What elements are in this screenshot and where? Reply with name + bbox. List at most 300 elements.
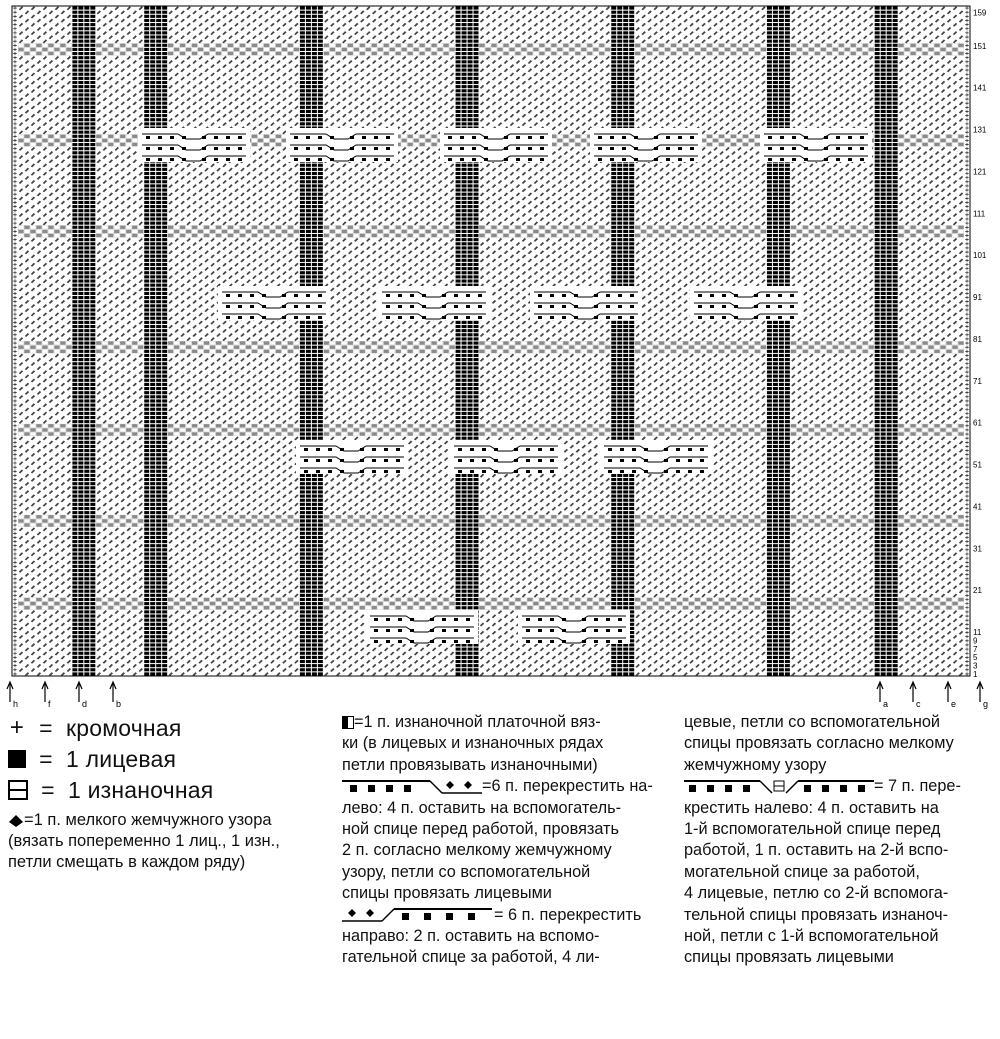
chart-stitch <box>887 482 892 485</box>
chart-stitch <box>312 664 317 667</box>
chart-stitch <box>611 486 616 489</box>
chart-stitch <box>300 594 305 597</box>
chart-stitch <box>318 619 323 622</box>
chart-stitch <box>922 598 927 602</box>
chart-stitch <box>665 519 670 523</box>
chart-stitch <box>629 515 634 518</box>
chart-stitch <box>779 614 784 617</box>
chart-stitch <box>887 656 892 659</box>
chart-stitch <box>431 598 436 602</box>
chart-stitch <box>773 557 778 560</box>
chart-stitch <box>707 519 712 523</box>
chart-stitch <box>66 515 71 519</box>
chart-stitch <box>767 511 772 514</box>
chart-stitch <box>767 672 772 675</box>
chart-stitch <box>90 552 95 555</box>
chart-stitch <box>647 602 652 606</box>
chart-stitch <box>509 519 514 523</box>
chart-stitch <box>474 598 479 601</box>
chart-stitch <box>306 569 311 572</box>
chart-stitch <box>84 594 89 597</box>
chart-stitch <box>922 523 927 527</box>
chart-stitch <box>893 552 898 555</box>
chart-stitch <box>779 668 784 671</box>
chart-stitch <box>887 507 892 510</box>
chart-stitch <box>90 503 95 506</box>
chart-stitch <box>737 523 742 527</box>
chart-stitch <box>78 507 83 510</box>
chart-stitch <box>629 672 634 675</box>
chart-stitch <box>120 515 125 519</box>
chart-stitch <box>881 561 886 564</box>
chart-stitch <box>629 569 634 572</box>
chart-stitch <box>84 561 89 564</box>
chart-stitch <box>78 478 83 481</box>
chart-stitch <box>551 523 556 527</box>
chart-stitch <box>162 482 167 485</box>
chart-stitch <box>827 519 832 523</box>
chart-stitch <box>468 482 473 485</box>
chart-stitch <box>300 598 305 601</box>
chart-stitch <box>952 602 957 606</box>
chart-stitch <box>162 614 167 617</box>
chart-stitch <box>144 482 149 485</box>
chart-stitch <box>222 523 227 527</box>
chart-stitch <box>767 590 772 593</box>
chart-stitch <box>623 664 628 667</box>
chart-stitch <box>833 602 838 606</box>
chart-stitch <box>485 519 490 523</box>
chart-stitch <box>893 528 898 531</box>
chart-stitch <box>623 648 628 651</box>
chart-stitch <box>54 515 59 519</box>
chart-stitch <box>306 586 311 589</box>
chart-stitch <box>401 523 406 527</box>
chart-stitch <box>845 602 850 606</box>
chart-stitch <box>791 606 796 610</box>
chart-stitch <box>887 536 892 539</box>
chart-stitch <box>84 598 89 601</box>
chart-stitch <box>72 639 77 642</box>
chart-stitch <box>785 552 790 555</box>
chart-stitch <box>857 602 862 606</box>
chart-stitch <box>887 664 892 667</box>
chart-stitch <box>78 552 83 555</box>
chart-stitch <box>306 614 311 617</box>
chart-stitch <box>881 573 886 576</box>
chart-stitch <box>318 635 323 638</box>
chart-stitch <box>282 523 287 527</box>
chart-stitch <box>162 548 167 551</box>
chart-stitch <box>462 552 467 555</box>
chart-stitch <box>306 635 311 638</box>
chart-stitch <box>773 652 778 655</box>
chart-stitch <box>168 606 173 610</box>
chart-stitch <box>306 610 311 613</box>
chart-stitch <box>162 577 167 580</box>
chart-stitch <box>318 507 323 510</box>
chart-stitch <box>497 598 502 602</box>
chart-stitch <box>306 532 311 535</box>
chart-stitch <box>396 598 401 602</box>
chart-stitch <box>300 652 305 655</box>
chart-stitch <box>617 511 622 514</box>
chart-stitch <box>156 552 161 555</box>
chart-stitch <box>623 548 628 551</box>
chart-stitch <box>240 602 245 606</box>
chart-stitch <box>90 540 95 543</box>
chart-stitch <box>468 561 473 564</box>
chart-stitch <box>419 519 424 523</box>
chart-stitch <box>90 606 95 609</box>
chart-stitch <box>216 606 221 610</box>
chart-stitch <box>779 528 784 531</box>
chart-stitch <box>372 606 377 610</box>
chart-stitch <box>162 606 167 609</box>
chart-stitch <box>437 515 442 519</box>
chart-stitch <box>413 606 418 610</box>
chart-stitch <box>887 495 892 498</box>
chart-stitch <box>312 540 317 543</box>
chart-stitch <box>845 523 850 527</box>
chart-stitch <box>300 631 305 634</box>
chart-stitch <box>809 606 814 610</box>
chart-stitch <box>893 499 898 502</box>
chart-stitch <box>156 594 161 597</box>
chart-stitch <box>468 523 473 526</box>
chart-stitch <box>144 581 149 584</box>
chart-stitch <box>893 573 898 576</box>
chart-stitch <box>898 519 903 523</box>
chart-stitch <box>767 569 772 572</box>
chart-stitch <box>36 515 41 519</box>
chart-stitch <box>144 614 149 617</box>
chart-stitch <box>234 515 239 519</box>
chart-stitch <box>509 598 514 602</box>
chart-stitch <box>150 557 155 560</box>
chart-stitch <box>779 486 784 489</box>
chart-stitch <box>863 606 868 610</box>
chart-stitch <box>462 474 467 477</box>
chart-stitch <box>234 519 239 523</box>
chart-stitch <box>72 590 77 593</box>
chart-stitch <box>138 515 143 519</box>
chart-stitch <box>312 557 317 560</box>
chart-stitch <box>623 540 628 543</box>
chart-stitch <box>90 639 95 642</box>
chart-stitch <box>629 656 634 659</box>
chart-stitch <box>407 515 412 519</box>
chart-stitch <box>665 523 670 527</box>
chart-stitch <box>72 499 77 502</box>
chart-stitch <box>72 511 77 514</box>
chart-stitch <box>300 648 305 651</box>
chart-stitch <box>611 668 616 671</box>
chart-stitch <box>348 519 353 523</box>
chart-stitch <box>887 623 892 626</box>
chart-stitch <box>84 652 89 655</box>
chart-stitch <box>869 598 874 602</box>
chart-stitch <box>407 519 412 523</box>
chart-stitch <box>84 639 89 642</box>
chart-stitch <box>875 594 880 597</box>
chart-stitch <box>78 610 83 613</box>
chart-stitch <box>18 602 23 606</box>
chart-stitch <box>300 503 305 506</box>
chart-stitch <box>162 619 167 622</box>
chart-stitch <box>713 523 718 527</box>
chart-stitch <box>881 664 886 667</box>
chart-stitch <box>779 635 784 638</box>
chart-stitch <box>695 515 700 519</box>
chart-stitch <box>156 598 161 601</box>
chart-stitch <box>162 519 167 522</box>
chart-stitch <box>809 602 814 606</box>
chart-stitch <box>396 523 401 527</box>
chart-stitch <box>474 648 479 651</box>
chart-stitch <box>228 598 233 602</box>
chart-stitch <box>839 602 844 606</box>
chart-stitch <box>84 643 89 646</box>
chart-stitch <box>144 523 149 526</box>
chart-stitch <box>527 519 532 523</box>
chart-stitch <box>90 590 95 593</box>
chart-stitch <box>413 515 418 519</box>
chart-stitch <box>958 519 963 523</box>
chart-stitch <box>881 590 886 593</box>
chart-stitch <box>875 606 880 609</box>
chart-stitch <box>72 652 77 655</box>
chart-stitch <box>366 602 371 606</box>
chart-stitch <box>276 519 281 523</box>
chart-stitch <box>881 536 886 539</box>
chart-stitch <box>72 507 77 510</box>
chart-stitch <box>779 499 784 502</box>
chart-stitch <box>234 598 239 602</box>
chart-stitch <box>629 540 634 543</box>
chart-stitch <box>96 519 101 523</box>
chart-stitch <box>875 482 880 485</box>
chart-stitch <box>629 503 634 506</box>
chart-stitch <box>360 519 365 523</box>
chart-stitch <box>474 557 479 560</box>
chart-stitch <box>144 486 149 489</box>
chart-stitch <box>821 523 826 527</box>
chart-stitch <box>893 598 898 601</box>
chart-stitch <box>162 515 167 518</box>
chart-stitch <box>881 523 886 526</box>
chart-stitch <box>773 548 778 551</box>
chart-stitch <box>881 478 886 481</box>
chart-stitch <box>156 652 161 655</box>
chart-stitch <box>144 544 149 547</box>
chart-stitch <box>30 602 35 606</box>
chart-stitch <box>653 598 658 602</box>
chart-stitch <box>737 606 742 610</box>
chart-stitch <box>84 523 89 526</box>
chart-stitch <box>78 528 83 531</box>
chart-stitch <box>384 602 389 606</box>
chart-stitch <box>78 668 83 671</box>
chart-stitch <box>887 577 892 580</box>
chart-stitch <box>468 507 473 510</box>
chart-stitch <box>456 586 461 589</box>
chart-stitch <box>539 515 544 519</box>
chart-stitch <box>563 606 568 610</box>
chart-stitch <box>264 523 269 527</box>
chart-stitch <box>767 581 772 584</box>
chart-stitch <box>114 602 119 606</box>
chart-stitch <box>779 577 784 580</box>
chart-stitch <box>144 610 149 613</box>
chart-stitch <box>300 507 305 510</box>
chart-stitch <box>725 602 730 606</box>
chart-stitch <box>407 602 412 606</box>
chart-stitch <box>84 635 89 638</box>
chart-stitch <box>893 486 898 489</box>
chart-stitch <box>84 482 89 485</box>
chart-stitch <box>737 519 742 523</box>
chart-stitch <box>78 598 83 601</box>
chart-stitch <box>563 523 568 527</box>
chart-stitch <box>623 586 628 589</box>
chart-stitch <box>90 557 95 560</box>
chart-stitch <box>108 602 113 606</box>
chart-stitch <box>318 523 323 526</box>
chart-stitch <box>312 577 317 580</box>
chart-stitch <box>390 515 395 519</box>
chart-stitch <box>78 660 83 663</box>
chart-stitch <box>372 519 377 523</box>
chart-stitch <box>785 614 790 617</box>
chart-stitch <box>90 474 95 477</box>
chart-stitch <box>72 486 77 489</box>
chart-stitch <box>456 482 461 485</box>
chart-stitch <box>785 577 790 580</box>
chart-stitch <box>462 515 467 518</box>
chart-stitch <box>431 519 436 523</box>
chart-stitch <box>144 557 149 560</box>
chart-stitch <box>456 594 461 597</box>
chart-stitch <box>312 536 317 539</box>
chart-stitch <box>192 602 197 606</box>
chart-stitch <box>785 635 790 638</box>
chart-stitch <box>30 598 35 602</box>
chart-stitch <box>593 606 598 610</box>
chart-stitch <box>833 519 838 523</box>
chart-stitch <box>90 573 95 576</box>
chart-stitch <box>288 519 293 523</box>
chart-stitch <box>78 557 83 560</box>
chart-stitch <box>719 519 724 523</box>
chart-stitch <box>719 598 724 602</box>
chart-stitch <box>491 606 496 610</box>
chart-stitch <box>78 503 83 506</box>
chart-stitch <box>761 523 766 527</box>
chart-stitch <box>462 565 467 568</box>
chart-stitch <box>144 519 149 522</box>
chart-stitch <box>162 478 167 481</box>
chart-stitch <box>144 623 149 626</box>
chart-stitch <box>767 540 772 543</box>
chart-stitch <box>390 602 395 606</box>
chart-stitch <box>156 635 161 638</box>
chart-stitch <box>767 532 772 535</box>
chart-stitch <box>893 523 898 526</box>
chart-stitch <box>72 519 77 522</box>
chart-stitch <box>946 606 951 610</box>
chart-stitch <box>216 602 221 606</box>
chart-stitch <box>54 523 59 527</box>
chart-stitch <box>779 660 784 663</box>
chart-stitch <box>767 652 772 655</box>
chart-stitch <box>797 515 802 519</box>
chart-stitch <box>162 486 167 489</box>
chart-stitch <box>306 519 311 522</box>
chart-stitch <box>437 523 442 527</box>
chart-stitch <box>437 598 442 602</box>
chart-stitch <box>156 561 161 564</box>
chart-stitch <box>54 602 59 606</box>
chart-stitch <box>875 486 880 489</box>
chart-stitch <box>617 590 622 593</box>
chart-stitch <box>468 660 473 663</box>
chart-stitch <box>887 602 892 605</box>
chart-stitch <box>84 648 89 651</box>
chart-stitch <box>887 511 892 514</box>
chart-stitch <box>952 598 957 602</box>
chart-stitch <box>641 602 646 606</box>
chart-stitch <box>731 598 736 602</box>
chart-stitch <box>785 515 790 518</box>
chart-stitch <box>150 627 155 630</box>
chart-stitch <box>773 606 778 609</box>
chart-stitch <box>84 503 89 506</box>
chart-stitch <box>479 519 484 523</box>
chart-stitch <box>312 507 317 510</box>
chart-stitch <box>641 523 646 527</box>
chart-stitch <box>785 478 790 481</box>
chart-stitch <box>797 602 802 606</box>
chart-stitch <box>30 523 35 527</box>
chart-stitch <box>773 569 778 572</box>
chart-stitch <box>719 602 724 606</box>
chart-stitch <box>150 532 155 535</box>
chart-stitch <box>617 594 622 597</box>
chart-stitch <box>881 614 886 617</box>
chart-stitch <box>934 523 939 527</box>
chart-stitch <box>773 581 778 584</box>
chart-stitch <box>893 548 898 551</box>
chart-stitch <box>210 606 215 610</box>
chart-stitch <box>533 606 538 610</box>
chart-stitch <box>84 528 89 531</box>
chart-stitch <box>318 478 323 481</box>
chart-stitch <box>839 523 844 527</box>
chart-stitch <box>641 598 646 602</box>
chart-stitch <box>396 519 401 523</box>
chart-stitch <box>623 528 628 531</box>
chart-stitch <box>150 503 155 506</box>
chart-stitch <box>617 523 622 526</box>
chart-stitch <box>809 519 814 523</box>
chart-stitch <box>881 511 886 514</box>
chart-stitch <box>773 552 778 555</box>
chart-stitch <box>425 598 430 602</box>
chart-stitch <box>881 635 886 638</box>
chart-stitch <box>551 602 556 606</box>
chart-stitch <box>456 652 461 655</box>
